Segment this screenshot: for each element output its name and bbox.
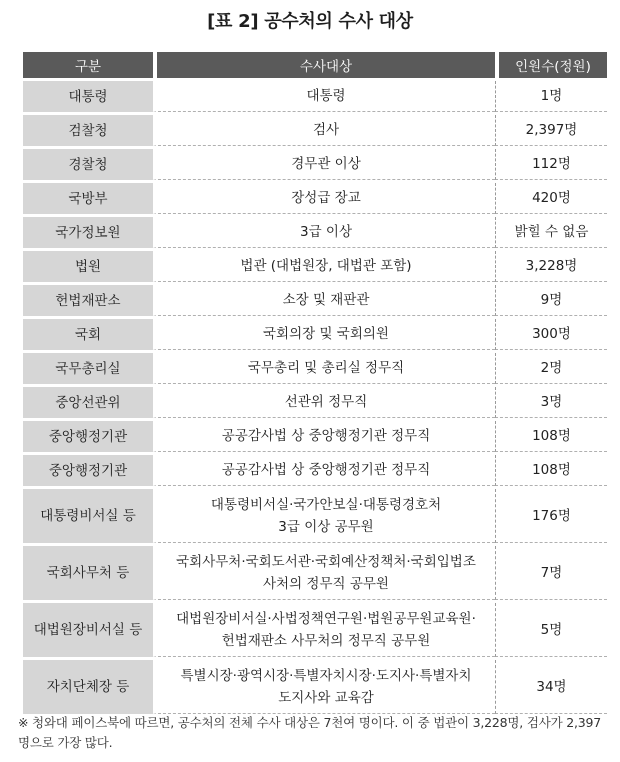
cell-target-line: 특별시장·광역시장·특별자치시장·도지사·특별자치 (180, 667, 472, 684)
cell-count: 108명 (495, 455, 607, 486)
cell-target-line: 사처의 정무직 공무원 (263, 575, 389, 592)
cell-target-line: 공공감사법 상 중앙행정기관 정무직 (221, 428, 431, 444)
cell-target (153, 251, 495, 282)
cell-category: 대통령비서실 등 (23, 489, 153, 543)
cell-count: 34명 (495, 660, 607, 714)
cell-target (153, 455, 495, 486)
header-target: 수사대상 (153, 52, 495, 78)
cell-target-line: 국회사무처·국회도서관·국회예산정책처·국회입법조 (176, 553, 476, 570)
table-row (23, 421, 607, 452)
cell-target (153, 660, 495, 714)
table-row (23, 660, 607, 714)
cell-category: 국회사무처 등 (23, 546, 153, 600)
cell-target-line: 대법원장비서실·사법정책연구원·법원공무원교육원· (176, 610, 476, 627)
cell-target-line: 선관위 정무직 (284, 394, 368, 410)
cell-target-line: 국무총리 및 총리실 정무직 (247, 360, 405, 376)
header-count: 인원수(정원) (495, 52, 607, 78)
table-row (23, 149, 607, 180)
footnote: ※ 청와대 페이스북에 따르면, 공수처의 전체 수사 대상은 7천여 명이다. 이 중 법관이 3,228명, 검사가 2,397명으로 가장 많다. (18, 715, 602, 750)
cell-count: 2명 (495, 353, 607, 384)
cell-target (153, 149, 495, 180)
table-row (23, 115, 607, 146)
cell-target-line: 3급 이상 공무원 (278, 518, 374, 535)
table-row (23, 81, 607, 112)
cell-target (153, 546, 495, 600)
cell-count: 3,228명 (495, 251, 607, 282)
cell-target-line: 3급 이상 (299, 224, 352, 240)
table-row (23, 251, 607, 282)
cell-category: 대법원장비서실 등 (23, 603, 153, 657)
cell-target-line: 소장 및 재판관 (282, 292, 370, 308)
cell-target-line: 법관 (대법원장, 대법관 포함) (240, 258, 412, 274)
cell-category: 대통령 (23, 81, 153, 112)
cell-target (153, 217, 495, 248)
cell-target (153, 603, 495, 657)
cell-target (153, 183, 495, 214)
table-row (23, 319, 607, 350)
cell-category: 자치단체장 등 (23, 660, 153, 714)
table-row (23, 353, 607, 384)
cell-category: 국회 (23, 319, 153, 350)
table-row (23, 285, 607, 316)
table-row (23, 387, 607, 418)
cell-target (153, 319, 495, 350)
cell-count: 108명 (495, 421, 607, 452)
cell-target (153, 81, 495, 112)
cell-category: 중앙행정기관 (23, 421, 153, 452)
cell-target (153, 387, 495, 418)
cell-count: 3명 (495, 387, 607, 418)
table-row (23, 546, 607, 600)
cell-category: 국방부 (23, 183, 153, 214)
cell-count: 420명 (495, 183, 607, 214)
table-header-row (23, 52, 607, 78)
cell-target-line: 장성급 장교 (291, 190, 361, 206)
cell-target-line: 대통령 (306, 88, 346, 104)
cell-count: 밝힐 수 없음 (495, 217, 607, 248)
cell-category: 검찰청 (23, 115, 153, 146)
cell-category: 중앙선관위 (23, 387, 153, 418)
cell-count: 1명 (495, 81, 607, 112)
cell-category: 경찰청 (23, 149, 153, 180)
cell-target-line: 검사 (312, 122, 340, 138)
cell-count: 9명 (495, 285, 607, 316)
cell-category: 국가정보원 (23, 217, 153, 248)
cell-target-line: 도지사와 교육감 (278, 689, 374, 706)
cell-count: 7명 (495, 546, 607, 600)
cell-category: 법원 (23, 251, 153, 282)
table-body (23, 81, 607, 714)
cell-category: 국무총리실 (23, 353, 153, 384)
cell-target (153, 353, 495, 384)
cell-count: 176명 (495, 489, 607, 543)
cell-target-line: 경무관 이상 (291, 156, 361, 172)
table-title: [표 2] 공수처의 수사 대상 (207, 11, 413, 32)
header-category: 구분 (23, 52, 153, 78)
cell-count: 300명 (495, 319, 607, 350)
table-row (23, 489, 607, 543)
table-row (23, 455, 607, 486)
cell-category: 중앙행정기관 (23, 455, 153, 486)
cell-target-line: 대통령비서실·국가안보실·대통령경호처 (210, 496, 442, 513)
cell-count: 2,397명 (495, 115, 607, 146)
table-row (23, 603, 607, 657)
cell-target-line: 헌법재판소 사무처의 정무직 공무원 (221, 632, 431, 649)
cell-target (153, 115, 495, 146)
cell-target-line: 국회의장 및 국회의원 (263, 326, 389, 342)
cell-target (153, 421, 495, 452)
cell-count: 112명 (495, 149, 607, 180)
cell-category: 헌법재판소 (23, 285, 153, 316)
cell-count: 5명 (495, 603, 607, 657)
cell-target (153, 489, 495, 543)
cell-target-line: 공공감사법 상 중앙행정기관 정무직 (221, 462, 431, 478)
table-row (23, 217, 607, 248)
cell-target (153, 285, 495, 316)
investigation-targets-table (23, 49, 607, 717)
table-row (23, 183, 607, 214)
